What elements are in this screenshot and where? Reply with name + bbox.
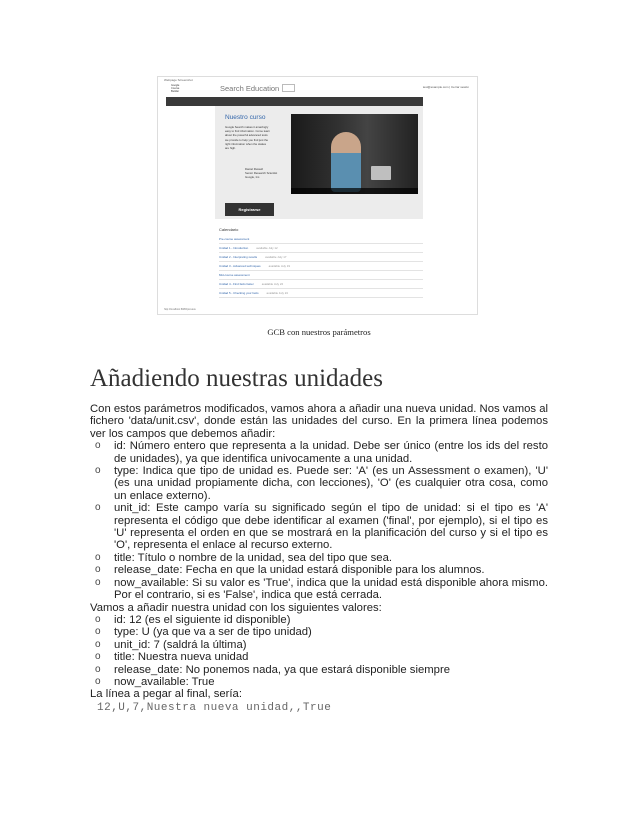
presenter-figure: [331, 132, 361, 192]
values-intro: Vamos a añadir nuestra unidad con los siguientes valores:: [90, 601, 382, 614]
calendar-row-date: available July 17: [265, 255, 287, 259]
calendar-row-date: available July 22: [261, 282, 284, 286]
field-description: type: Indica que tipo de unidad es. Puede ser: 'A' (es un Assessment o examen), 'U' (es una unidad propiamente dicha, con lecciones), 'O' (es cualquier otra cosa, como un enlace externo).: [114, 465, 548, 502]
value-item: title: Nuestra nueva unidad: [114, 651, 249, 664]
calendar-row-label: Pre-course assessment: [219, 237, 250, 241]
list-item: [90, 465, 548, 502]
calendar-row-date: available July 19: [268, 264, 290, 268]
values-list: [90, 614, 548, 688]
field-description: title: Título o nombre de la unidad, sea del tipo que sea.: [114, 551, 393, 564]
intro-paragraph: Con estos parámetros modificados, vamos ahora a añadir una nueva unidad. Nos vamos al fichero 'data/unit.csv', donde están las unidades del curso. En la primera línea podemos ver los campos que debemos añadir:: [90, 403, 548, 440]
value-item: id: 12 (es el siguiente id disponible): [114, 613, 291, 626]
value-item: unit_id: 7 (saldrá la última): [114, 638, 247, 651]
document-body: [90, 403, 548, 714]
sig-role: Senior Research Scientist: [245, 171, 278, 175]
calendar-row-date: available July 12: [256, 246, 278, 250]
calendar-row[interactable]: [219, 271, 423, 280]
calendar-row-label: Unidad 3 - Advanced techniques: [219, 264, 261, 268]
brand-title: Search Education: [220, 84, 280, 93]
bullet-marker: o: [95, 440, 101, 452]
calendar-row[interactable]: [219, 262, 423, 271]
calendar-row-label: Unidad 2 - Interpreting results: [219, 255, 258, 259]
list-item: [90, 564, 548, 576]
bullet-marker: o: [95, 465, 101, 477]
bullet-marker: o: [95, 502, 101, 514]
field-description: release_date: Fecha en que la unidad estará disponible para los alumnos.: [114, 564, 485, 577]
calendar-row-date: available July 24: [266, 291, 288, 295]
list-item: [90, 502, 548, 552]
value-item: release_date: No ponemos nada, ya que estará disponible siempre: [114, 663, 450, 676]
bullet-marker: o: [95, 551, 101, 563]
calendar-row[interactable]: [219, 289, 423, 298]
screenshot-footer: http://localhost:8080/preview: [164, 308, 196, 311]
sig-company: Google, Inc.: [245, 175, 261, 179]
list-item: [90, 577, 548, 602]
bullet-marker: o: [95, 675, 101, 687]
screenshot-header: [158, 83, 477, 95]
calendar-title: Calendario: [219, 227, 239, 232]
bullet-marker: o: [95, 626, 101, 638]
list-item: [90, 676, 548, 688]
list-item: [90, 651, 548, 663]
course-navbar: [166, 97, 423, 111]
bullet-marker: o: [95, 638, 101, 650]
hero-signature: [245, 167, 277, 179]
calendar-row[interactable]: [219, 235, 423, 244]
nav-item-curso[interactable]: Curso: [195, 107, 206, 111]
list-item: [90, 552, 548, 564]
hero-title: Nuestro curso: [225, 114, 266, 121]
bullet-marker: o: [95, 564, 101, 576]
nav-item-anuncios[interactable]: Anuncios: [171, 107, 187, 111]
intro-video[interactable]: [291, 114, 418, 194]
final-intro: La línea a pegar al final, sería:: [90, 688, 242, 701]
calendar-row[interactable]: [219, 280, 423, 289]
fields-list: [90, 440, 548, 601]
course-builder-logo: Google Course Builder: [171, 84, 180, 93]
url-bar-text: Webpage Screenshot: [164, 78, 193, 82]
field-description: now_available: Si su valor es 'True', indica que la unidad está disponible ahora mismo. Por el contrario, si es 'False', indica que está cerrada.: [114, 576, 548, 602]
register-button[interactable]: Registrarse: [225, 203, 274, 216]
list-item: [90, 440, 548, 465]
video-controls[interactable]: [291, 188, 418, 194]
list-item: [90, 626, 548, 638]
field-description: id: Número entero que representa a la unidad. Debe ser único (entre los ids del resto de unidades), ya que identifica univocamente a una unidad.: [114, 440, 548, 465]
bullet-marker: o: [95, 613, 101, 625]
list-item: [90, 614, 548, 626]
bullet-marker: o: [95, 663, 101, 675]
value-item: type: U (ya que va a ser de tipo unidad): [114, 626, 312, 639]
signin-link[interactable]: test@example.com | Cerrar sesión: [422, 85, 469, 89]
calendar-row[interactable]: [219, 253, 423, 262]
calendar-row-label: Unidad 5 - Checking your facts: [219, 291, 259, 295]
course-hero: [215, 106, 423, 219]
list-item: [90, 664, 548, 676]
value-item: now_available: True: [114, 675, 215, 688]
list-item: [90, 639, 548, 651]
calendar: [219, 227, 423, 298]
bullet-marker: o: [95, 576, 101, 588]
calendar-row-label: Unidad 4 - Find facts faster: [219, 282, 254, 286]
figure-caption: GCB con nuestros parámetros: [267, 327, 371, 337]
search-box[interactable]: [282, 84, 295, 92]
calendar-row-label: Mid-course assessment: [219, 273, 250, 277]
sig-name: Daniel Russell: [245, 167, 263, 171]
csv-code-line: 12,U,7,Nuestra nueva unidad,,True: [97, 701, 332, 714]
calendar-row-label: Unidad 1 - Introduction: [219, 246, 249, 250]
hero-text: Google Search makes it amazingly easy to find information. Come learn about the powerful advanced tools we provide to help you find just the right information when the stakes are high.: [225, 125, 270, 151]
section-heading: Añadiendo nuestras unidades: [90, 365, 383, 392]
calendar-row[interactable]: [219, 244, 423, 253]
field-description: unit_id: Este campo varía su significado según el tipo de unidad: si el tipo es 'A' representa el código que debe identificar al examen ('final', por ejemplo), si el tipo es 'U' representa el orden en que se mostrará en la planificación del curso y si el tipo es 'O', representa el enlace al recurso externo.: [114, 502, 548, 552]
laptop-figure: [371, 166, 391, 180]
course-screenshot: [157, 76, 478, 315]
bullet-marker: o: [95, 651, 101, 663]
